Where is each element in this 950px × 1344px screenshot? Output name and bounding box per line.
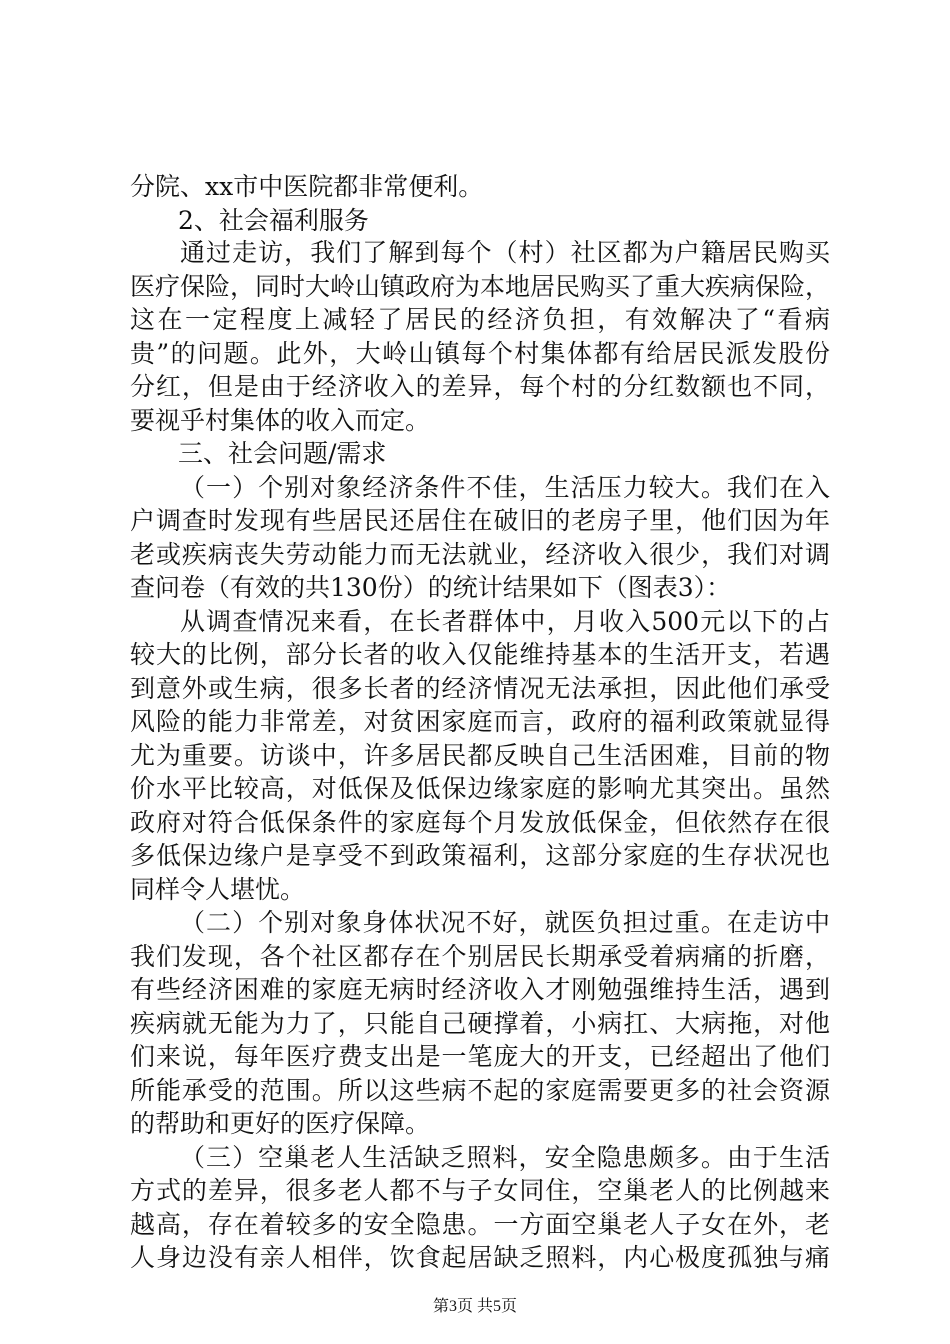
text-line: 的帮助和更好的医疗保障。 [130, 1109, 431, 1138]
page-footer: 第3页 共5页 [432, 1298, 517, 1315]
section-heading: 2、社会福利服务 [178, 206, 369, 235]
text-line: （三）空巢老人生活缺乏照料，安全隐患颇多。由于生活 [180, 1143, 830, 1172]
text-line: 方式的差异，很多老人都不与子女同住，空巢老人的比例越来 [130, 1176, 830, 1205]
text-line: 所能承受的范围。所以这些病不起的家庭需要更多的社会资源 [130, 1076, 830, 1105]
text-line: 到意外或生病，很多长者的经济情况无法承担，因此他们承受 [130, 674, 830, 703]
text-line: 医疗保险，同时大岭山镇政府为本地居民购买了重大疾病保险， [130, 272, 830, 301]
text-line: 户调查时发现有些居民还居住在破旧的老房子里，他们因为年 [130, 506, 830, 535]
text-line: 要视乎村集体的收入而定。 [130, 406, 431, 435]
text-line: 分红，但是由于经济收入的差异，每个村的分红数额也不同， [130, 372, 830, 401]
text-line: （二）个别对象身体状况不好，就医负担过重。在走访中 [180, 908, 830, 937]
text-line: 风险的能力非常差，对贫困家庭而言，政府的福利政策就显得 [130, 707, 830, 736]
text-line: 老或疾病丧失劳动能力而无法就业，经济收入很少，我们对调 [130, 540, 830, 569]
text-line: 疾病就无能为力了，只能自己硬撑着，小病扛、大病拖，对他 [130, 1009, 830, 1038]
text-line: 人身边没有亲人相伴，饮食起居缺乏照料，内心极度孤独与痛 [130, 1243, 830, 1272]
text-line: 贵”的问题。此外，大岭山镇每个村集体都有给居民派发股份 [130, 339, 830, 368]
text-line: 我们发现，各个社区都存在个别居民长期承受着病痛的折磨， [130, 942, 830, 971]
text-line: 这在一定程度上减轻了居民的经济负担，有效解决了“看病 [130, 305, 830, 334]
text-line: 多低保边缘户是享受不到政策福利，这部分家庭的生存状况也 [130, 841, 830, 870]
text-line: 价水平比较高，对低保及低保边缘家庭的影响尤其突出。虽然 [130, 774, 830, 803]
text-line: 同样令人堪忧。 [130, 875, 306, 904]
text-line: 分院、xx市中医院都非常便利。 [130, 172, 484, 201]
text-line: 政府对符合低保条件的家庭每个月发放低保金，但依然存在很 [130, 808, 830, 837]
text-line: 查问卷（有效的共130份）的统计结果如下（图表3）： [130, 573, 732, 602]
text-line: 通过走访，我们了解到每个（村）社区都为户籍居民购买 [180, 238, 830, 267]
text-line: 有些经济困难的家庭无病时经济收入才刚勉强维持生活，遇到 [130, 975, 830, 1004]
text-line: 从调查情况来看，在长者群体中，月收入500元以下的占 [180, 607, 830, 636]
text-line: 尤为重要。访谈中，许多居民都反映自己生活困难，目前的物 [130, 741, 830, 770]
text-line: 越高，存在着较多的安全隐患。一方面空巢老人子女在外，老 [130, 1210, 830, 1239]
text-line: 们来说，每年医疗费支出是一笔庞大的开支，已经超出了他们 [130, 1042, 830, 1071]
section-heading: 三、社会问题/需求 [178, 439, 387, 468]
text-line: （一）个别对象经济条件不佳，生活压力较大。我们在入 [180, 473, 830, 502]
text-line: 较大的比例，部分长者的收入仅能维持基本的生活开支，若遇 [130, 640, 830, 669]
